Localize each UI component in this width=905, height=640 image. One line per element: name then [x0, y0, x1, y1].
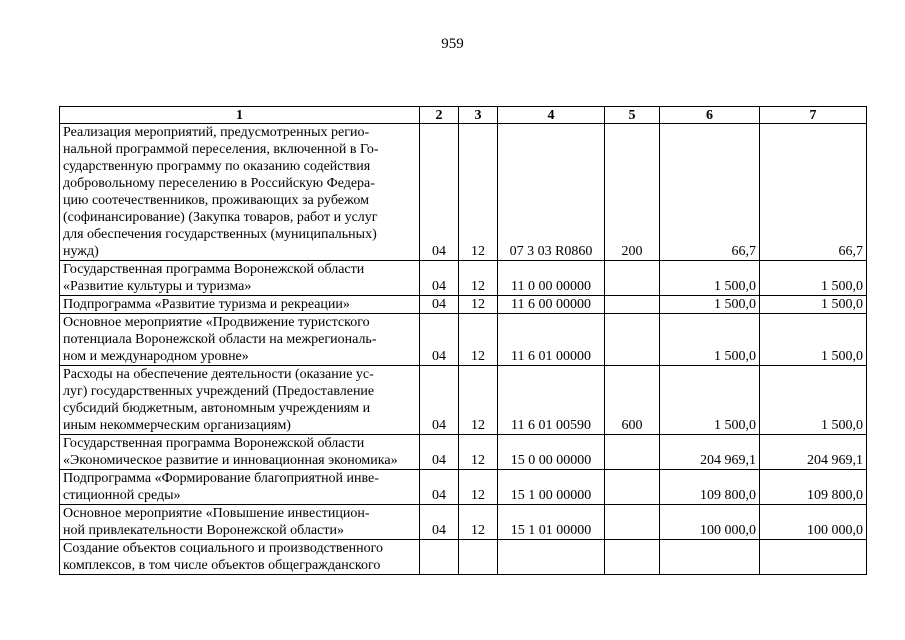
target-article-code: 11 0 00 00000 [498, 261, 605, 296]
expense-type-code [605, 540, 660, 575]
amount-year-2: 109 800,0 [760, 470, 867, 505]
table-row [60, 296, 867, 314]
subsection-code: 12 [459, 470, 498, 505]
description-line: субсидий бюджетным, автономным учреждениям и [63, 401, 371, 416]
header-cell-6: 6 [660, 107, 760, 124]
description-line: добровольному переселению в Российскую Федера- [63, 176, 375, 191]
row-description [60, 435, 420, 470]
expense-type-code [605, 435, 660, 470]
amount-year-2: 66,7 [760, 124, 867, 261]
target-article-code: 11 6 00 00000 [498, 296, 605, 314]
expense-type-code [605, 296, 660, 314]
table-row [60, 366, 867, 435]
section-code: 04 [420, 124, 459, 261]
target-article-code: 15 1 00 00000 [498, 470, 605, 505]
section-code [420, 540, 459, 575]
section-code: 04 [420, 366, 459, 435]
description-line: Государственная программа Воронежской области [63, 436, 365, 451]
section-code: 04 [420, 470, 459, 505]
expense-type-code [605, 470, 660, 505]
expense-type-code [605, 261, 660, 296]
subsection-code: 12 [459, 505, 498, 540]
section-code: 04 [420, 505, 459, 540]
description-line: Основное мероприятие «Продвижение туристского [63, 315, 370, 330]
target-article-code: 11 6 01 00590 [498, 366, 605, 435]
target-article-code [498, 540, 605, 575]
subsection-code: 12 [459, 261, 498, 296]
description-line: ной привлекательности Воронежской области» [63, 523, 344, 538]
expense-type-code: 200 [605, 124, 660, 261]
description-line: «Экономическое развитие и инновационная экономика» [63, 453, 398, 468]
row-description [60, 366, 420, 435]
amount-year-1: 100 000,0 [660, 505, 760, 540]
subsection-code: 12 [459, 296, 498, 314]
row-description [60, 540, 420, 575]
description-line: потенциала Воронежской области на межрегиональ- [63, 332, 377, 347]
description-line: Расходы на обеспечение деятельности (оказание ус- [63, 367, 374, 382]
row-description [60, 470, 420, 505]
description-line: Реализация мероприятий, предусмотренных регио- [63, 125, 370, 140]
target-article-code: 15 0 00 00000 [498, 435, 605, 470]
description-line: Создание объектов социального и производственного [63, 541, 384, 556]
description-line: (софинансирование) (Закупка товаров, работ и услуг [63, 210, 378, 225]
row-description [60, 314, 420, 366]
description-line: нужд) [63, 244, 99, 259]
description-line: нальной программой переселения, включенной в Го- [63, 142, 379, 157]
target-article-code: 11 6 01 00000 [498, 314, 605, 366]
description-line: стиционной среды» [63, 488, 181, 503]
description-line: Подпрограмма «Формирование благоприятной инве- [63, 471, 379, 486]
description-line: комплексов, в том числе объектов общегражданского [63, 558, 381, 573]
header-cell-3: 3 [459, 107, 498, 124]
subsection-code: 12 [459, 435, 498, 470]
expense-type-code [605, 505, 660, 540]
section-code: 04 [420, 261, 459, 296]
table-row [60, 314, 867, 366]
amount-year-1: 204 969,1 [660, 435, 760, 470]
expense-type-code [605, 314, 660, 366]
row-description [60, 261, 420, 296]
amount-year-2: 1 500,0 [760, 314, 867, 366]
description-line: «Развитие культуры и туризма» [63, 279, 252, 294]
description-line: ном и международном уровне» [63, 349, 249, 364]
expense-type-code: 600 [605, 366, 660, 435]
description-line: Подпрограмма «Развитие туризма и рекреации» [63, 297, 350, 312]
description-line: для обеспечения государственных (муниципальных) [63, 227, 377, 242]
budget-table [59, 106, 867, 575]
amount-year-2 [760, 540, 867, 575]
target-article-code: 07 3 03 R0860 [498, 124, 605, 261]
table-row [60, 261, 867, 296]
amount-year-1: 1 500,0 [660, 296, 760, 314]
amount-year-1: 1 500,0 [660, 314, 760, 366]
table-row [60, 540, 867, 575]
description-line: цию соотечественников, проживающих за рубежом [63, 193, 369, 208]
section-code: 04 [420, 435, 459, 470]
page-number: 959 [441, 36, 464, 52]
amount-year-1: 66,7 [660, 124, 760, 261]
subsection-code: 12 [459, 366, 498, 435]
amount-year-2: 1 500,0 [760, 366, 867, 435]
section-code: 04 [420, 296, 459, 314]
table-row [60, 124, 867, 261]
amount-year-1 [660, 540, 760, 575]
header-cell-5: 5 [605, 107, 660, 124]
row-description [60, 124, 420, 261]
subsection-code: 12 [459, 124, 498, 261]
table-row [60, 470, 867, 505]
header-cell-1: 1 [60, 107, 420, 124]
header-cell-7: 7 [760, 107, 867, 124]
subsection-code [459, 540, 498, 575]
description-line: иным некоммерческим организациям) [63, 418, 291, 433]
description-line: сударственную программу по оказанию содействия [63, 159, 371, 174]
row-description [60, 296, 420, 314]
amount-year-2: 100 000,0 [760, 505, 867, 540]
target-article-code: 15 1 01 00000 [498, 505, 605, 540]
description-line: Государственная программа Воронежской области [63, 262, 365, 277]
table-body [60, 124, 867, 575]
row-description [60, 505, 420, 540]
table-row [60, 435, 867, 470]
description-line: Основное мероприятие «Повышение инвестицион- [63, 506, 370, 521]
amount-year-2: 1 500,0 [760, 261, 867, 296]
header-row [60, 107, 867, 124]
amount-year-1: 1 500,0 [660, 366, 760, 435]
amount-year-2: 1 500,0 [760, 296, 867, 314]
header-cell-4: 4 [498, 107, 605, 124]
section-code: 04 [420, 314, 459, 366]
table-row [60, 505, 867, 540]
amount-year-1: 1 500,0 [660, 261, 760, 296]
description-line: луг) государственных учреждений (Предоставление [63, 384, 375, 399]
amount-year-2: 204 969,1 [760, 435, 867, 470]
header-cell-2: 2 [420, 107, 459, 124]
subsection-code: 12 [459, 314, 498, 366]
amount-year-1: 109 800,0 [660, 470, 760, 505]
